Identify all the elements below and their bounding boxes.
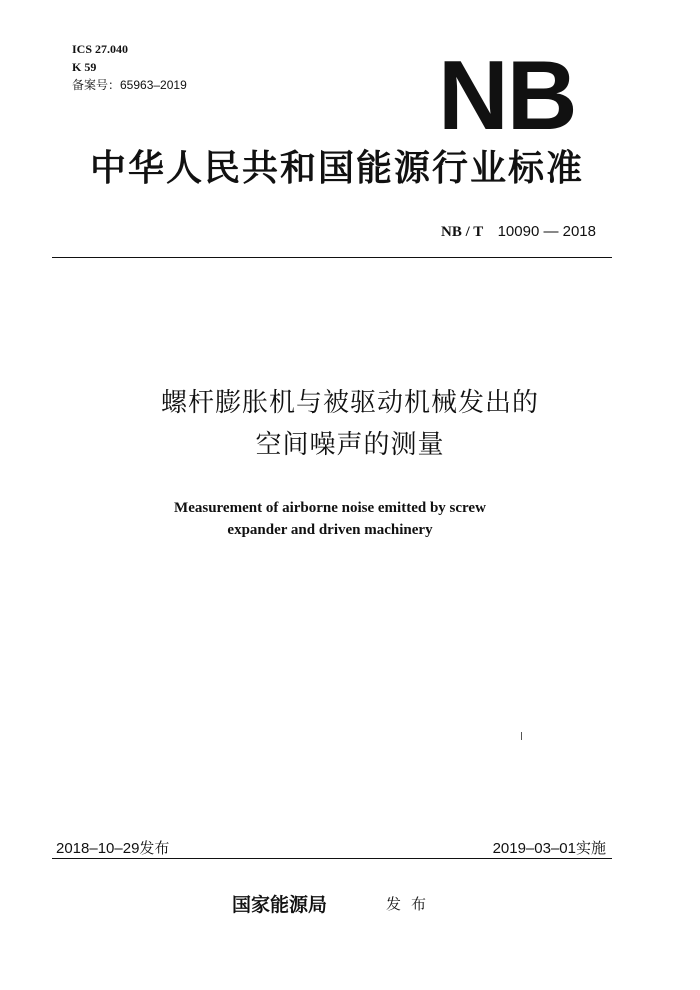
chinese-title-line-1: 螺杆膨胀机与被驱动机械发出的 [160,388,539,418]
bottom-divider [52,858,612,859]
classification-code: K 59 [72,60,97,74]
english-title-line-1: Measurement of airborne noise emitted by screw [174,500,486,516]
chinese-title-line-2: 空间噪声的测量 [255,430,445,460]
standard-number-prefix: NB / T [440,224,484,240]
implementation-date: 2019–03–01实施 [492,840,606,857]
standard-category-title: 中华人民共和国能源行业标准 [89,147,584,189]
nb-logo: NB [438,40,576,150]
standard-number [441,222,596,241]
issue-date: 2018–10–29发布 [56,840,170,857]
top-divider [52,257,612,258]
publish-verb: 发布 [386,895,437,913]
ics-code: ICS 27.040 [72,42,129,56]
chinese-title [0,382,700,466]
publisher-name: 国家能源局 [232,894,328,916]
english-title-line-2: expander and driven machinery [227,522,433,538]
header-metadata [72,40,187,94]
standard-number-value: 10090 — 2018 [497,223,596,240]
scan-mark [521,732,522,740]
filing-number: 备案号：65963–2019 [72,78,187,92]
english-title [0,497,660,541]
